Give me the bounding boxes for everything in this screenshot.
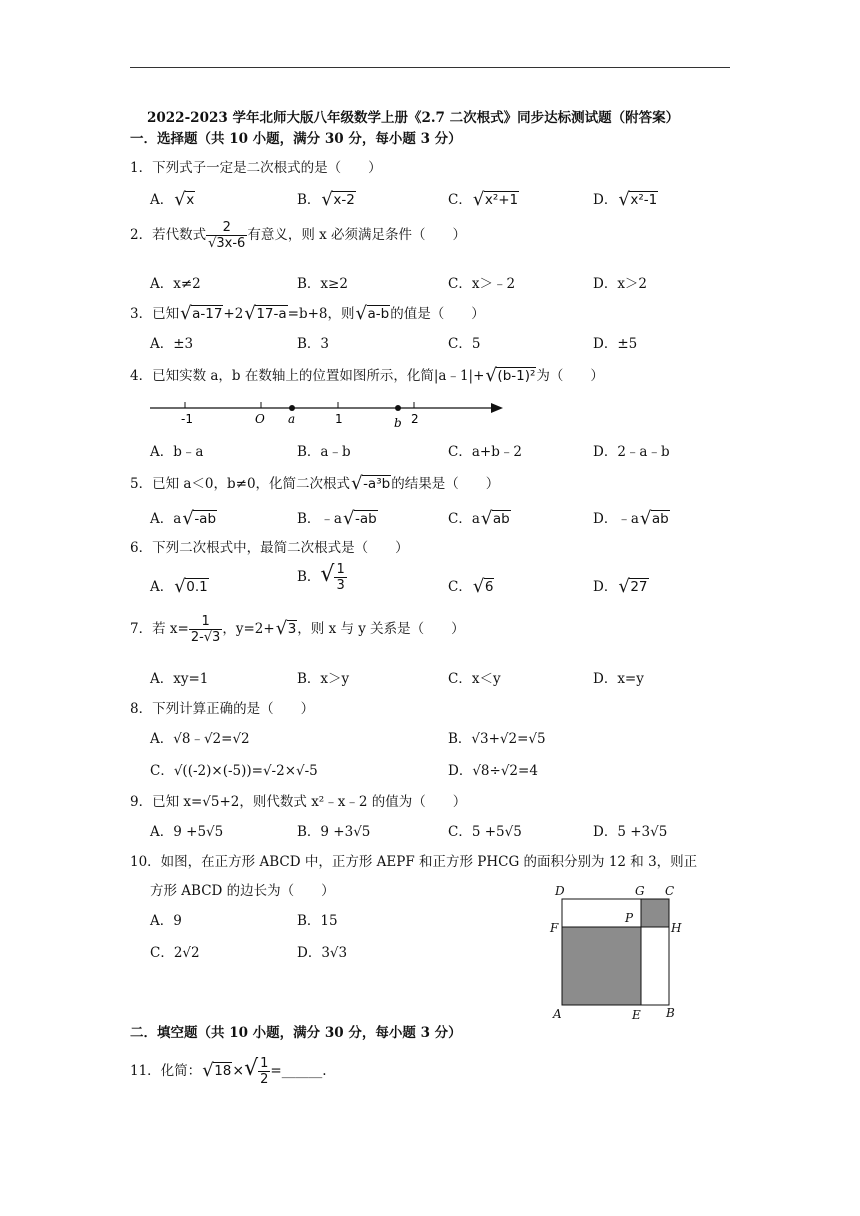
q9-stem: 9．已知 x=√5+2，则代数式 x²﹣x﹣2 的值为（ ） [130,794,467,810]
q9-option-a[interactable]: A．9 +5√5 [150,824,224,840]
q7-stem: 7．若 x= $\frac{1}{2-√3}$ ，y=2+ √ 3，则 x 与 y 关系是（ ） [130,614,465,645]
q5-option-d[interactable]: D．﹣a √ ab [593,508,669,529]
label-A: A [553,1007,562,1021]
q5-option-c[interactable]: C．a √ ab [448,508,510,529]
q6-option-b[interactable]: B．√ $\frac{1}{3}$ [297,562,345,593]
q2-option-c[interactable]: C．x＞﹣2 [448,276,516,292]
q7-option-b[interactable]: B．x＞y [297,671,350,687]
axis-label-origin: O [255,412,265,426]
label-C: C [665,884,675,898]
q8-stem: 8．下列计算正确的是（ ） [130,701,315,717]
q6-option-a[interactable]: A． √ 0.1 [150,576,208,597]
q3-option-b[interactable]: B．3 [297,336,330,352]
q8-option-b[interactable]: B．√3+√2=√5 [448,731,546,747]
q10-stem: 10．如图，在正方形 ABCD 中，正方形 AEPF 和正方形 PHCG 的面积分别为 12 和 3，则正 [130,854,698,870]
q5-option-b[interactable]: B．﹣a √ -ab [297,508,377,529]
q3-option-c[interactable]: C．5 [448,336,481,352]
q1-stem: 1．下列式子一定是二次根式的是（ ） [130,160,382,176]
label-D: D [555,884,565,898]
q3-option-a[interactable]: A．±3 [150,336,194,352]
q10-stem-cont: 方形 ABCD 的边长为（ ） [150,883,335,899]
q4-option-c[interactable]: C．a+b﹣2 [448,444,522,460]
q8-option-a[interactable]: A．√8﹣√2=√2 [150,731,250,747]
q1-option-c[interactable]: C． √ x²+1 [448,189,519,210]
q4-option-d[interactable]: D．2﹣a﹣b [593,444,670,460]
number-line-figure [145,394,510,430]
q5-option-a[interactable]: A．a √ -ab [150,508,217,529]
q4-stem: 4．已知实数 a，b 在数轴上的位置如图所示，化简|a﹣1|+ √ (b-1)²为（ ） [130,365,604,386]
q10-option-c[interactable]: C．2√2 [150,945,200,961]
q10-option-b[interactable]: B．15 [297,913,338,929]
q4-option-b[interactable]: B．a﹣b [297,444,351,460]
q7-option-c[interactable]: C．x＜y [448,671,501,687]
q7-option-d[interactable]: D．x=y [593,671,644,687]
q6-option-c[interactable]: C． √ 6 [448,576,494,597]
label-H: H [671,921,682,935]
q7-option-a[interactable]: A．xy=1 [150,671,209,687]
section-2-heading: 二．填空题（共 10 小题，满分 30 分，每小题 3 分） [130,1025,462,1041]
q2-option-a[interactable]: A．x≠2 [150,276,201,292]
q1-option-d[interactable]: D． √ x²-1 [593,189,658,210]
q9-option-d[interactable]: D．5 +3√5 [593,824,668,840]
square-aepf [562,927,641,1005]
q3-stem: 3．已知 √ a-17+2 √ 17-a=b+8，则 √ a-b的值是（ ） [130,303,485,324]
q5-stem: 5．已知 a＜0，b≠0，化简二次根式 √ -a³b的结果是（ ） [130,473,500,494]
label-G: G [635,884,645,898]
q1-option-a[interactable]: A． √ x [150,189,195,210]
axis-label-neg1: -1 [181,412,193,426]
q11-stem: 11．化简： √ 18×√ $\frac{1}{2}$ =______. [130,1056,327,1087]
square-phcg [641,899,669,927]
label-B: B [666,1006,675,1020]
axis-label-a: a [288,412,296,426]
q8-option-d[interactable]: D．√8÷√2=4 [448,763,538,779]
q2-option-d[interactable]: D．x＞2 [593,276,648,292]
q6-stem: 6．下列二次根式中，最简二次根式是（ ） [130,540,409,556]
q8-option-c[interactable]: C．√((-2)×(-5))=√-2×√-5 [150,763,318,779]
axis-label-b: b [394,416,402,430]
page-title: 2022-2023 学年北师大版八年级数学上册《2.7 二次根式》同步达标测试题（附答案） [147,110,680,126]
q9-option-c[interactable]: C．5 +5√5 [448,824,522,840]
label-F: F [550,921,559,935]
label-P: P [625,911,634,925]
q10-option-a[interactable]: A．9 [150,913,182,929]
q10-option-d[interactable]: D．3√3 [297,945,348,961]
square-figure [545,880,695,1022]
q9-option-b[interactable]: B．9 +3√5 [297,824,371,840]
header-rule [130,67,730,68]
axis-label-2: 2 [411,412,419,426]
label-E: E [632,1008,641,1022]
axis-label-1: 1 [335,412,343,426]
section-1-heading: 一．选择题（共 10 小题，满分 30 分，每小题 3 分） [130,131,462,147]
q4-option-a[interactable]: A．b﹣a [150,444,204,460]
q1-option-b[interactable]: B． √ x-2 [297,189,355,210]
q2-stem: 2．若代数式 $\frac{2}{√3x-6}$ 有意义，则 x 必须满足条件（ ） [130,220,467,251]
q6-option-d[interactable]: D． √ 27 [593,576,648,597]
q3-option-d[interactable]: D．±5 [593,336,638,352]
q2-option-b[interactable]: B．x≥2 [297,276,348,292]
